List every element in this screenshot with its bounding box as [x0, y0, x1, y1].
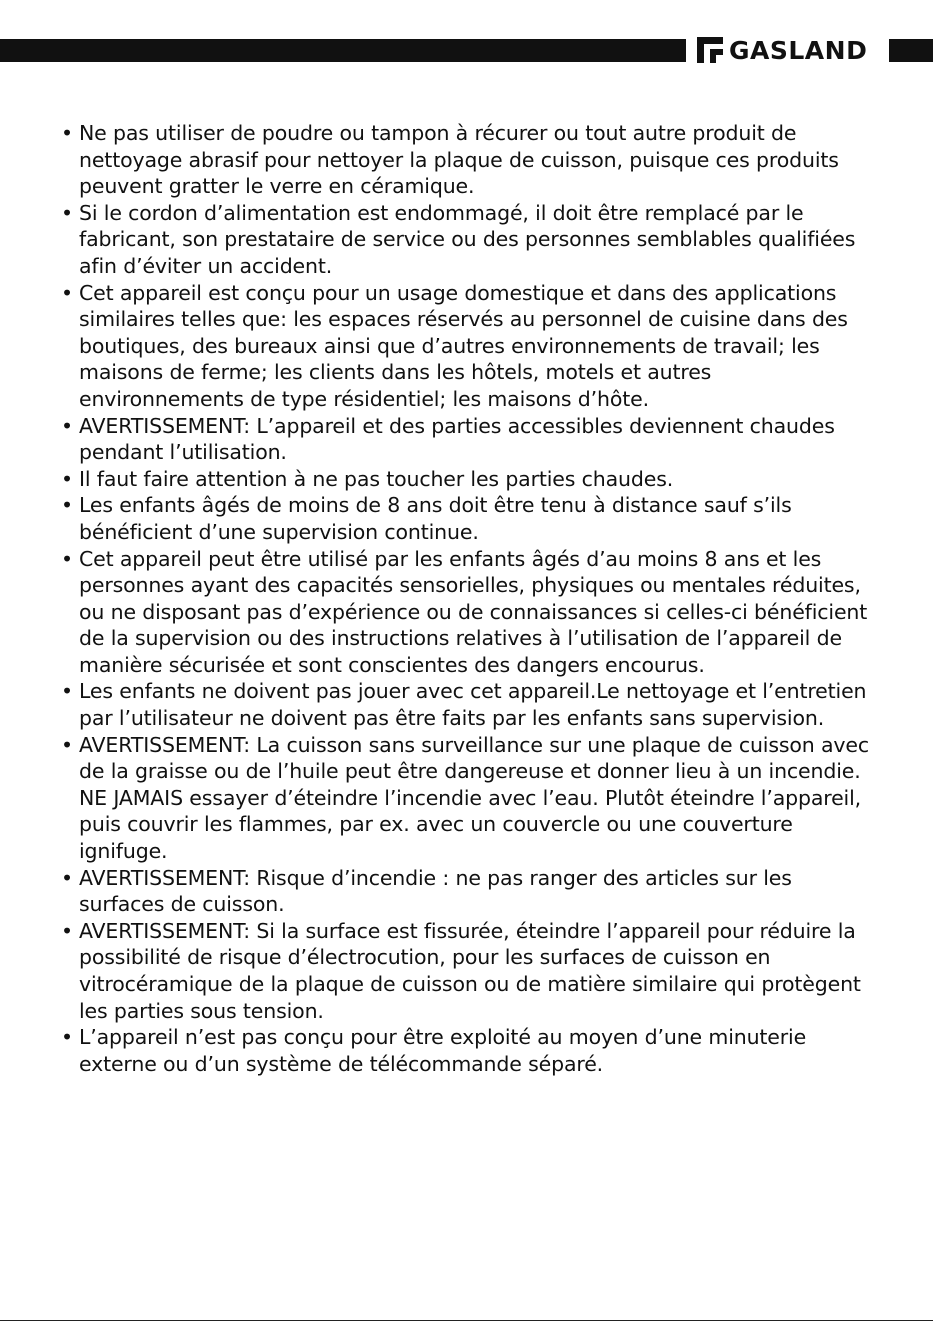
- list-item: • Si le cordon d’alimentation est endommagé, il doit être remplacé par le fabricant, son prestataire de service ou des personnes semblables qualifiées afin d’éviter un accident.: [60, 200, 880, 280]
- list-item: • Les enfants ne doivent pas jouer avec cet appareil.Le nettoyage et l’entretien par l’utilisateur ne doivent pas être faits par les enfants sans supervision.: [60, 678, 880, 731]
- list-item: • AVERTISSEMENT: L’appareil et des parties accessibles deviennent chaudes pendant l’utilisation.: [60, 413, 880, 466]
- list-item: • Ne pas utiliser de poudre ou tampon à récurer ou tout autre produit de nettoyage abrasif pour nettoyer la plaque de cuisson, puisque ces produits peuvent gratter le verre en céramique.: [60, 120, 880, 200]
- footer-divider: [0, 1320, 933, 1321]
- brand-logo: [697, 34, 867, 66]
- header-bar-right: [889, 39, 933, 62]
- brand-name: GASLAND: [729, 35, 868, 65]
- list-item: • AVERTISSEMENT: Risque d’incendie : ne pas ranger des articles sur les surfaces de cuisson.: [60, 865, 880, 918]
- safety-instructions-list: [60, 120, 880, 1077]
- list-item: • Cet appareil peut être utilisé par les enfants âgés d’au moins 8 ans et les personnes ayant des capacités sensorielles, physiques ou mentales réduites, ou ne disposant pas d’expérience ou de connaissances si celles-ci bénéficient de la supervision ou des instructions relatives à l’utilisation de l’appareil de manière sécurisée et sont conscientes des dangers encourus.: [60, 546, 880, 679]
- header-bar-left: [0, 39, 686, 62]
- gasland-logo-icon: [697, 37, 723, 63]
- list-item: • Il faut faire attention à ne pas toucher les parties chaudes.: [60, 466, 880, 493]
- list-item: • AVERTISSEMENT: La cuisson sans surveillance sur une plaque de cuisson avec de la graisse ou de l’huile peut être dangereuse et donner lieu à un incendie. NE JAMAIS essayer d’éteindre l’incendie avec l’eau. Plutôt éteindre l’appareil, puis couvrir les flammes, par ex. avec un couvercle ou une couverture ignifuge.: [60, 732, 880, 865]
- list-item: • Les enfants âgés de moins de 8 ans doit être tenu à distance sauf s’ils bénéficient d’une supervision continue.: [60, 492, 880, 545]
- list-item: • AVERTISSEMENT: Si la surface est fissurée, éteindre l’appareil pour réduire la possibilité de risque d’électrocution, pour les surfaces de cuisson en vitrocéramique de la plaque de cuisson ou de matière similaire qui protègent les parties sous tension.: [60, 918, 880, 1024]
- list-item: • Cet appareil est conçu pour un usage domestique et dans des applications similaires telles que: les espaces réservés au personnel de cuisine dans des boutiques, des bureaux ainsi que d’autres environnements de travail; les maisons de ferme; les clients dans les hôtels, motels et autres environnements de type résidentiel; les maisons d’hôte.: [60, 280, 880, 413]
- list-item: • L’appareil n’est pas conçu pour être exploité au moyen d’une minuterie externe ou d’un système de télécommande séparé.: [60, 1024, 880, 1077]
